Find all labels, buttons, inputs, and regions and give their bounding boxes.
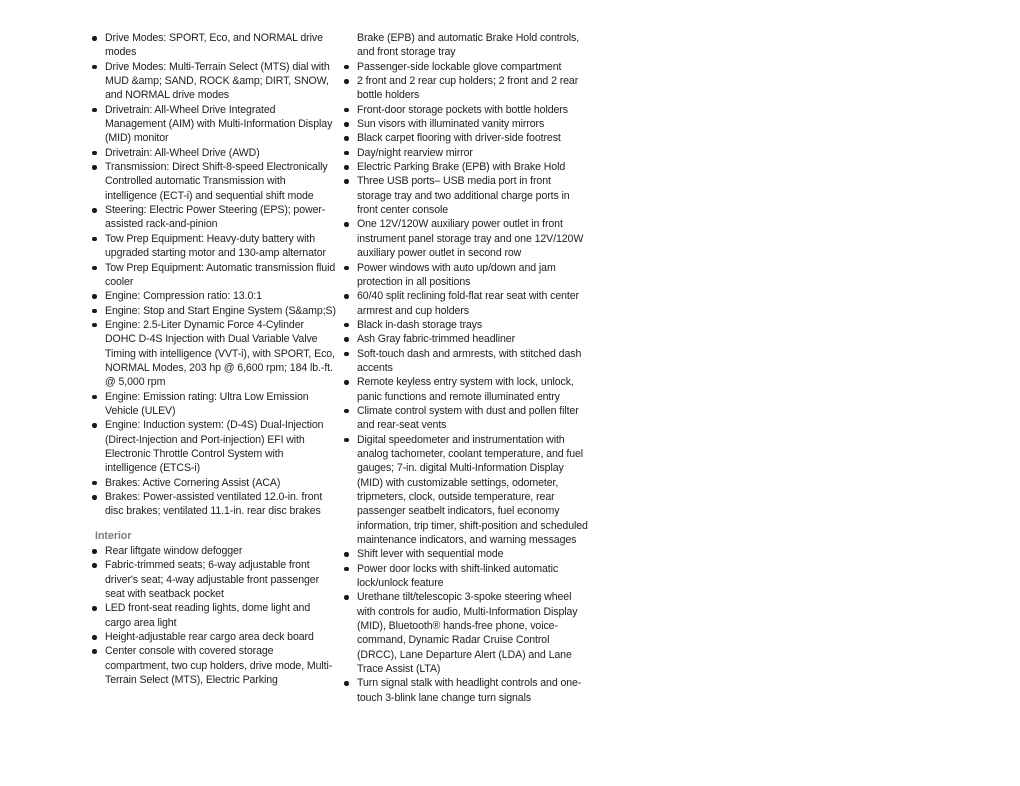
list-item: Power windows with auto up/down and jam protection in all positions bbox=[338, 261, 588, 290]
list-item: Brakes: Power-assisted ventilated 12.0-in. front disc brakes; ventilated 11.1-in. rear disc brakes bbox=[86, 490, 336, 519]
list-item: Ash Gray fabric-trimmed headliner bbox=[338, 332, 588, 346]
list-item: Turn signal stalk with headlight controls and one-touch 3-blink lane change turn signals bbox=[338, 676, 588, 705]
list-item: Drivetrain: All-Wheel Drive (AWD) bbox=[86, 146, 336, 160]
list-item: 60/40 split reclining fold-flat rear seat with center armrest and cup holders bbox=[338, 289, 588, 318]
list-item: Soft-touch dash and armrests, with stitched dash accents bbox=[338, 347, 588, 376]
list-item: Engine: Emission rating: Ultra Low Emission Vehicle (ULEV) bbox=[86, 390, 336, 419]
list-item: Shift lever with sequential mode bbox=[338, 547, 588, 561]
list-item: Power door locks with shift-linked automatic lock/unlock feature bbox=[338, 562, 588, 591]
list-item: Digital speedometer and instrumentation with analog tachometer, coolant temperature, and fuel gauges; 7-in. digital Multi-Information Display (MID) with customizable settings, odometer, tripmeters, clock, outside temperature, rear passenger seatbelt indicators, fuel economy information, trip timer, shift-position and scheduled maintenance indicators, and warning messages bbox=[338, 433, 588, 548]
list-item: Engine: Compression ratio: 13.0:1 bbox=[86, 289, 336, 303]
list-item: Black carpet flooring with driver-side footrest bbox=[338, 131, 588, 145]
list-item: Center console with covered storage compartment, two cup holders, drive mode, Multi-Terrain Select (MTS), Electric Parking bbox=[86, 644, 336, 687]
list-item: Rear liftgate window defogger bbox=[86, 544, 336, 558]
interior-list bbox=[86, 544, 336, 687]
list-item-continuation: Brake (EPB) and automatic Brake Hold controls, and front storage tray bbox=[357, 32, 580, 59]
list-item: 2 front and 2 rear cup holders; 2 front and 2 rear bottle holders bbox=[338, 74, 588, 103]
list-item: Engine: Stop and Start Engine System (S&amp;S) bbox=[86, 304, 336, 318]
list-item: Drive Modes: Multi-Terrain Select (MTS) dial with MUD &amp; SAND, ROCK &amp; DIRT, SNOW, and NORMAL drive modes bbox=[86, 60, 336, 103]
list-item: Fabric-trimmed seats; 6-way adjustable front driver's seat; 4-way adjustable front passenger seat with seatback pocket bbox=[86, 558, 336, 601]
list-item: Three USB ports– USB media port in front storage tray and two additional charge ports in front center console bbox=[338, 174, 588, 217]
interior-list-continued bbox=[338, 31, 588, 705]
list-item: Brakes: Active Cornering Assist (ACA) bbox=[86, 476, 336, 490]
list-item: Front-door storage pockets with bottle holders bbox=[338, 103, 588, 117]
section-heading-interior: Interior bbox=[95, 529, 132, 542]
list-item: Height-adjustable rear cargo area deck board bbox=[86, 630, 336, 644]
list-item: LED front-seat reading lights, dome light and cargo area light bbox=[86, 601, 336, 630]
list-item: Engine: 2.5-Liter Dynamic Force 4-Cylinder DOHC D-4S Injection with Dual Variable Valve Timing with intelligence (VVT-i), with SPORT, Eco, NORMAL Modes, 203 hp @ 6,600 rpm; 184 lb.-ft. @ 5,000 rpm bbox=[86, 318, 336, 390]
list-item: Climate control system with dust and pollen filter and rear-seat vents bbox=[338, 404, 588, 433]
list-item: Remote keyless entry system with lock, unlock, panic functions and remote illuminated entry bbox=[338, 375, 588, 404]
list-item: Black in-dash storage trays bbox=[338, 318, 588, 332]
list-item: Engine: Induction system: (D-4S) Dual-Injection (Direct-Injection and Port-injection) EFI with Electronic Throttle Control System with intelligence (ETCS-i) bbox=[86, 418, 336, 475]
list-item: Urethane tilt/telescopic 3-spoke steering wheel with controls for audio, Multi-Information Display (MID), Bluetooth® hands-free phone, voice-command, Dynamic Radar Cruise Control (DRCC), Lane Departure Alert (LDA) and Lane Trace Assist (LTA) bbox=[338, 590, 588, 676]
list-item: One 12V/120W auxiliary power outlet in front instrument panel storage tray and one 12V/120W auxiliary power outlet in second row bbox=[338, 217, 588, 260]
list-item: Sun visors with illuminated vanity mirrors bbox=[338, 117, 588, 131]
list-item: Transmission: Direct Shift-8-speed Electronically Controlled automatic Transmission with intelligence (ECT-i) and sequential shift mode bbox=[86, 160, 336, 203]
right-column bbox=[338, 31, 588, 705]
list-item: Tow Prep Equipment: Heavy-duty battery with upgraded starting motor and 130-amp alternator bbox=[86, 232, 336, 261]
left-column bbox=[86, 31, 336, 687]
list-item: Day/night rearview mirror bbox=[338, 146, 588, 160]
list-item: Steering: Electric Power Steering (EPS); power-assisted rack-and-pinion bbox=[86, 203, 336, 232]
list-item: Tow Prep Equipment: Automatic transmission fluid cooler bbox=[86, 261, 336, 290]
list-item: Passenger-side lockable glove compartment bbox=[338, 60, 588, 74]
list-item: Drive Modes: SPORT, Eco, and NORMAL drive modes bbox=[86, 31, 336, 60]
specs-list bbox=[86, 31, 336, 519]
list-item: Drivetrain: All-Wheel Drive Integrated Management (AIM) with Multi-Information Display (MID) monitor bbox=[86, 103, 336, 146]
list-item: Electric Parking Brake (EPB) with Brake Hold bbox=[338, 160, 588, 174]
